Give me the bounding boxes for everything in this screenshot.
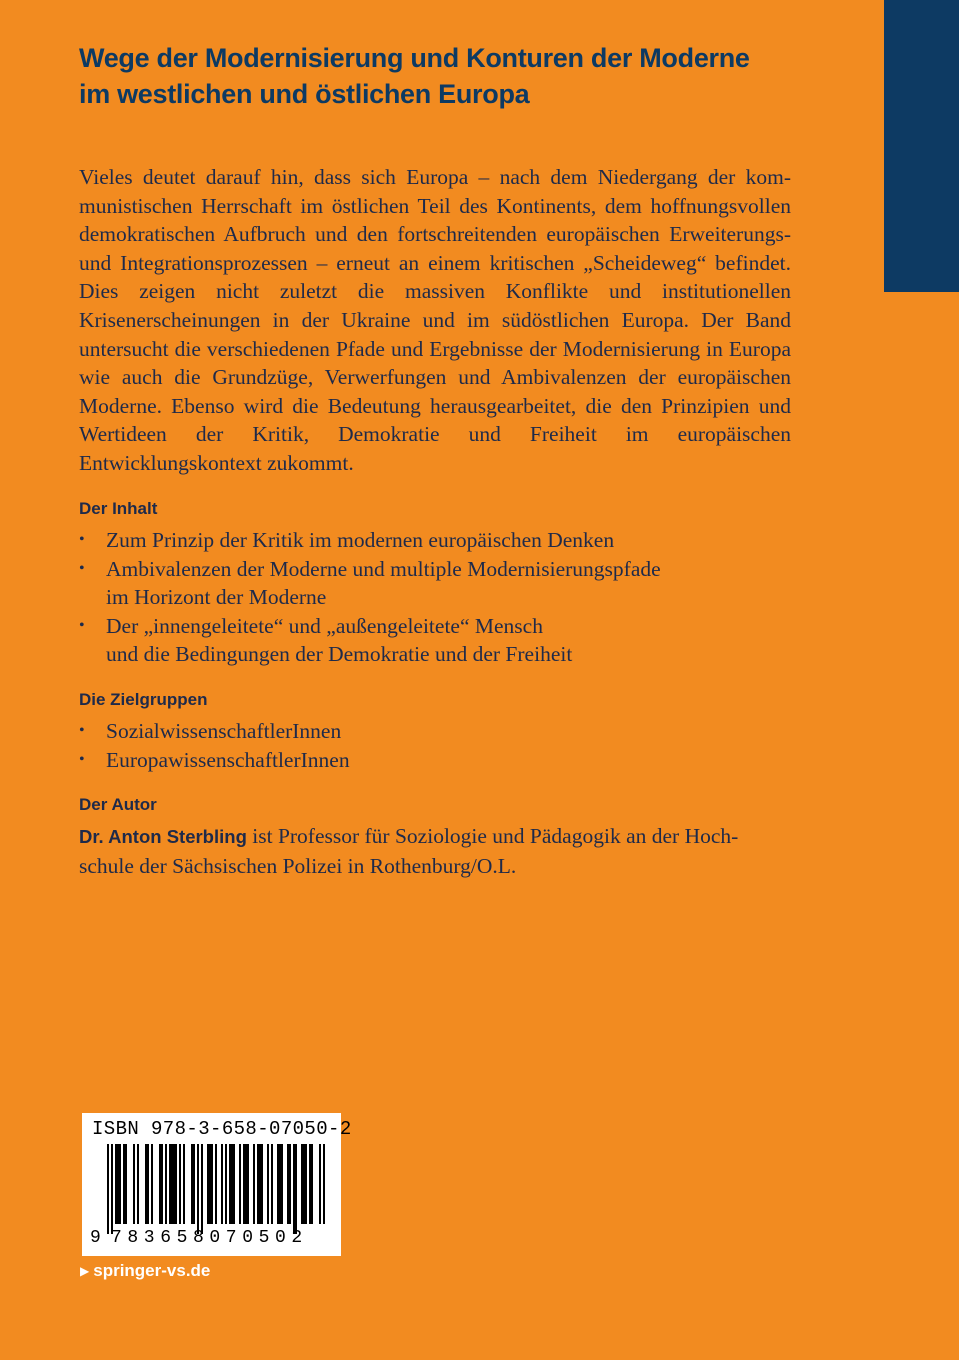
barcode-bar xyxy=(301,1144,303,1224)
book-title xyxy=(79,40,859,112)
isbn-barcode xyxy=(82,1113,352,1256)
list-item: • Der „innengeleitete“ und „außengeleitete“ Mensch und die Bedingungen der Demokratie und der Freiheit xyxy=(79,613,573,667)
author-heading: Der Autor xyxy=(79,795,157,814)
publisher-url: springer-vs.de xyxy=(93,1261,211,1280)
barcode-bar xyxy=(123,1144,125,1224)
barcode-bar xyxy=(175,1144,177,1224)
bullet-icon: • xyxy=(79,750,85,768)
side-color-band xyxy=(884,0,959,292)
barcode-bar xyxy=(293,1144,295,1234)
book-title-line2: im westlichen und östlichen Europa xyxy=(79,79,530,109)
barcode-bar xyxy=(169,1144,171,1224)
barcode-bar xyxy=(193,1144,195,1224)
barcode-bar xyxy=(171,1144,173,1224)
barcode-bar xyxy=(281,1144,283,1224)
barcode-bar xyxy=(271,1144,273,1224)
barcode-bar xyxy=(111,1144,113,1234)
author-bio-line1: ist Professor für Soziologie und Pädagogik an der Hoch- xyxy=(246,824,739,848)
barcode-bar xyxy=(267,1144,269,1224)
barcode-bar xyxy=(161,1144,163,1224)
barcode-bar xyxy=(295,1144,297,1234)
barcode-bar xyxy=(183,1144,185,1224)
bullet-icon: • xyxy=(79,722,85,739)
triangle-right-icon: ▶ xyxy=(80,1264,90,1278)
list-item: • EuropawissenschaftlerInnen xyxy=(79,746,799,775)
bullet-icon: • xyxy=(79,531,85,548)
barcode-bar xyxy=(277,1144,279,1224)
barcode-bar xyxy=(179,1144,181,1224)
barcode-bar xyxy=(211,1144,213,1224)
barcode-bar xyxy=(253,1144,255,1224)
barcode-bar xyxy=(159,1144,161,1224)
list-item: • SozialwissenschaftlerInnen xyxy=(79,717,799,746)
barcode-bar xyxy=(305,1144,307,1224)
barcode-bar xyxy=(247,1144,249,1224)
barcode-bar xyxy=(319,1144,321,1224)
barcode-bar xyxy=(259,1144,261,1224)
barcode-bar xyxy=(145,1144,147,1224)
barcode-bar xyxy=(279,1144,281,1224)
barcode-bar xyxy=(257,1144,259,1224)
barcode-bar xyxy=(209,1144,211,1224)
barcode-bar xyxy=(287,1144,289,1224)
audience-list xyxy=(79,717,799,774)
barcode-bars xyxy=(107,1144,325,1234)
barcode-bar xyxy=(119,1144,121,1224)
barcode-bar xyxy=(289,1144,291,1224)
barcode-bar xyxy=(303,1144,305,1224)
isbn-label: ISBN 978-3-658-07050-2 xyxy=(92,1118,352,1140)
barcode-bar xyxy=(229,1144,231,1224)
bullet-icon: • xyxy=(79,559,85,577)
barcode-bar xyxy=(225,1144,227,1224)
barcode-bar xyxy=(309,1144,311,1224)
barcode-bar xyxy=(311,1144,313,1224)
list-item: • Zum Prinzip der Kritik im modernen europäischen Denken xyxy=(79,526,799,555)
contents-list xyxy=(79,526,799,669)
bullet-icon: • xyxy=(79,616,85,634)
author-bio xyxy=(79,822,791,880)
barcode-bar xyxy=(117,1144,119,1224)
barcode-bar xyxy=(173,1144,175,1224)
barcode-bar xyxy=(323,1144,325,1224)
author-name: Dr. Anton Sterbling xyxy=(79,826,247,847)
barcode-bar xyxy=(107,1144,109,1234)
book-title-line1: Wege der Modernisierung und Konturen der Moderne xyxy=(79,43,750,73)
barcode-bar xyxy=(165,1144,167,1224)
barcode-bar xyxy=(191,1144,193,1224)
barcode-bar xyxy=(233,1144,235,1224)
contents-heading: Der Inhalt xyxy=(79,499,158,518)
barcode-bar xyxy=(261,1144,263,1224)
barcode-bar xyxy=(125,1144,127,1224)
barcode-bar xyxy=(215,1144,217,1224)
ean-digits: 783658070502 xyxy=(111,1228,308,1248)
author-bio-line2: schule der Sächsischen Polizei in Rothenburg/O.L. xyxy=(79,853,517,878)
barcode-bar xyxy=(201,1144,203,1234)
barcode-bar xyxy=(221,1144,223,1224)
barcode-bar xyxy=(239,1144,241,1224)
barcode-bar xyxy=(133,1144,135,1224)
barcode-bar xyxy=(245,1144,247,1224)
barcode-bar xyxy=(231,1144,233,1224)
barcode-bar xyxy=(115,1144,117,1224)
barcode-bar xyxy=(243,1144,245,1224)
blurb-paragraph: Vieles deutet darauf hin, dass sich Europa – nach dem Niedergang der kommunistischen Herrschaft im östlichen Teil des Kontinents, dem hoffnungsvollen demokratischen Aufbruch und den fortschreitenden europäischen Erweiterungs- und Integrationsprozessen – erneut an einem kritischen „Scheideweg“ befindet. Dies zeigen nicht zuletzt die massiven Konflikte und institutionellen Krisenerscheinungen in der Ukraine und im südöstlichen Europa. Der Band untersucht die verschiedenen Pfade und Ergebnisse der Modernisierung in Europa wie auch die Grundzüge, Verwerfungen und Ambivalenzen der europäischen Moderne. Ebenso wird die Bedeutung herausgearbeitet, die den Prinzipien und Wertideen der Kritik, Demokratie und Freiheit im europäischen Entwicklungskontext zukommt. xyxy=(79,165,791,475)
publisher-link[interactable] xyxy=(80,1261,210,1281)
ean-first-digit: 9 xyxy=(90,1228,101,1248)
barcode-bar xyxy=(151,1144,153,1224)
audience-heading: Die Zielgruppen xyxy=(79,690,208,709)
barcode-bar xyxy=(207,1144,209,1224)
barcode-bar xyxy=(147,1144,149,1224)
barcode-bar xyxy=(137,1144,139,1224)
list-item: • Ambivalenzen der Moderne und multiple Modernisierungspfade im Horizont der Moderne xyxy=(79,556,661,610)
barcode-bar xyxy=(197,1144,199,1234)
